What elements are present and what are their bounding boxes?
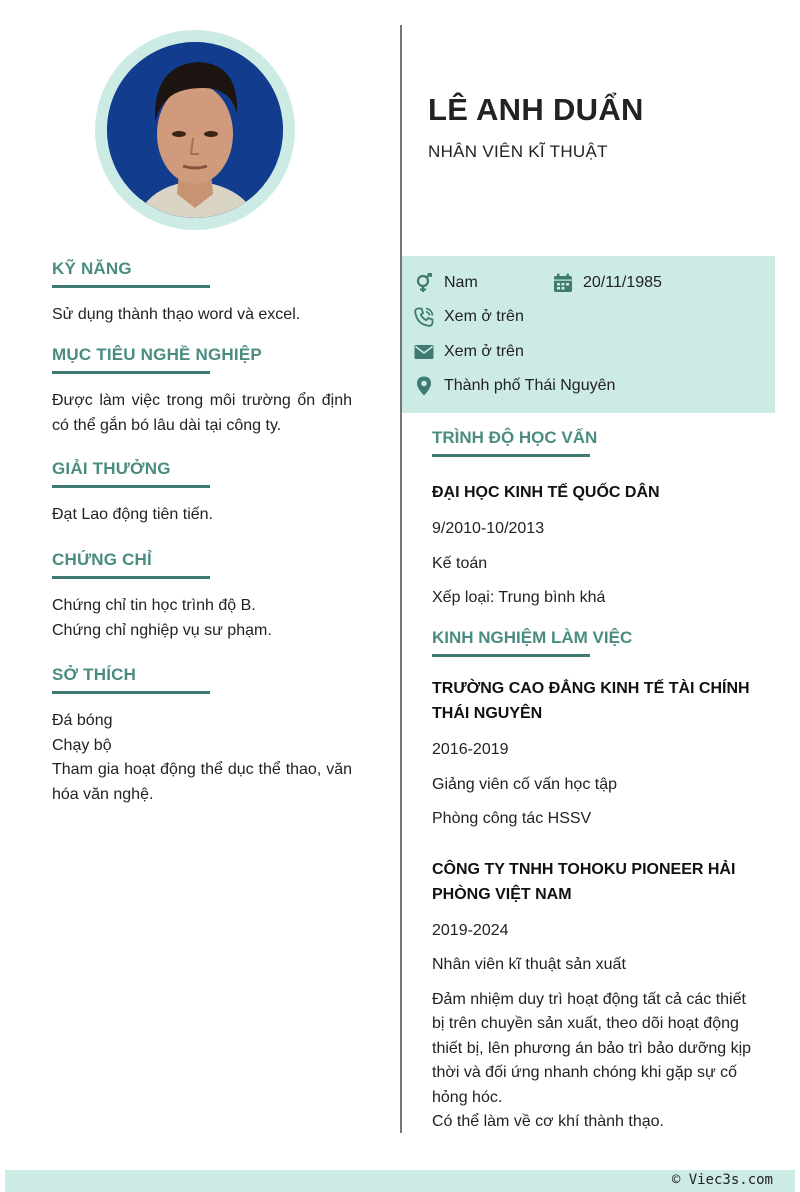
education-grade: Xếp loại: Trung bình khá — [432, 589, 606, 606]
hobbies-title: SỞ THÍCH — [52, 665, 137, 684]
certificate-item: Chứng chỉ nghiệp vụ sư phạm. — [52, 621, 272, 639]
email-row — [414, 342, 524, 362]
hobby-item: Tham gia hoạt động thể dục thể thao, văn hóa văn nghệ. — [52, 761, 352, 803]
skills-text: Sử dụng thành thạo word và excel. — [52, 306, 301, 323]
candidate-role: NHÂN VIÊN KĨ THUẬT — [428, 142, 608, 161]
calendar-icon — [553, 273, 573, 293]
section-underline — [52, 371, 210, 374]
awards-title: GIẢI THƯỞNG — [52, 459, 171, 478]
awards-text: Đạt Lao động tiên tiến. — [52, 506, 214, 523]
education-section — [432, 428, 752, 611]
location-pin-icon — [414, 376, 434, 396]
phone-row — [414, 307, 524, 327]
avatar-ring — [95, 30, 295, 230]
education-title: TRÌNH ĐỘ HỌC VẤN — [432, 428, 598, 447]
footer-copyright: © Viec3s.com — [671, 1172, 773, 1188]
phone-value: Xem ở trên — [444, 308, 524, 325]
section-underline — [52, 485, 210, 488]
column-divider — [400, 25, 402, 1133]
skills-title: KỸ NĂNG — [52, 259, 132, 278]
job-description: Đảm nhiệm duy trì hoạt động tất cả các thiết bị trên chuyền sản xuất, theo dõi hoạt động thiết bị, lên phương án bảo trì bảo dưỡng kịp thời và đối ứng nhanh chóng khi gặp sự cố hỏng hóc. — [432, 990, 752, 1106]
section-underline — [432, 654, 590, 657]
job-company: CÔNG TY TNHH TOHOKU PIONEER HẢI PHÒNG VIỆT NAM — [432, 860, 736, 903]
gender-value: Nam — [444, 274, 478, 291]
section-underline — [432, 454, 590, 457]
certificates-title: CHỨNG CHỈ — [52, 550, 152, 569]
job-period: 2019-2024 — [432, 921, 509, 939]
birthdate-row — [553, 273, 662, 293]
section-underline — [52, 576, 210, 579]
phone-icon — [414, 307, 434, 327]
job-position: Giảng viên cố vấn học tập — [432, 775, 618, 793]
education-school: ĐẠI HỌC KINH TẾ QUỐC DÂN — [432, 484, 660, 501]
birthdate-value: 20/11/1985 — [583, 274, 662, 291]
job-extra: Có thể làm về cơ khí thành thạo. — [432, 1113, 664, 1130]
candidate-name: LÊ ANH DUẨN — [428, 92, 644, 127]
hobby-item: Đá bóng — [52, 712, 113, 729]
hobbies-section — [52, 665, 352, 807]
objective-section — [52, 345, 352, 438]
email-value: Xem ở trên — [444, 343, 524, 360]
avatar — [107, 42, 283, 218]
gender-icon — [414, 273, 434, 293]
education-major: Kế toán — [432, 554, 488, 572]
objective-text: Được làm việc trong môi trường ổn định có thể gắn bó lâu dài tại công ty. — [52, 392, 352, 434]
section-underline — [52, 285, 210, 288]
footer-bar — [5, 1170, 795, 1192]
section-underline — [52, 691, 210, 694]
job-company: TRƯỜNG CAO ĐẲNG KINH TẾ TÀI CHÍNH THÁI NGUYÊN — [432, 680, 750, 722]
objective-title: MỤC TIÊU NGHỀ NGHIỆP — [52, 345, 262, 364]
address-value: Thành phố Thái Nguyên — [444, 377, 616, 394]
address-row — [414, 376, 615, 396]
hobby-item: Chạy bộ — [52, 736, 112, 754]
job-department: Phòng công tác HSSV — [432, 810, 592, 827]
job-entry — [432, 857, 752, 1135]
job-position: Nhân viên kĩ thuật sản xuất — [432, 956, 626, 973]
email-icon — [414, 342, 434, 362]
experience-section — [432, 628, 752, 1135]
skills-section — [52, 259, 352, 328]
avatar-photo — [107, 42, 283, 218]
education-period: 9/2010-10/2013 — [432, 520, 545, 537]
job-entry — [432, 676, 752, 832]
certificates-section — [52, 550, 352, 643]
gender-row — [414, 273, 478, 293]
experience-title: KINH NGHIỆM LÀM VIỆC — [432, 628, 633, 647]
awards-section — [52, 459, 352, 528]
job-period: 2016-2019 — [432, 741, 509, 758]
contact-box — [402, 256, 775, 413]
certificate-item: Chứng chỉ tin học trình độ B. — [52, 597, 256, 614]
